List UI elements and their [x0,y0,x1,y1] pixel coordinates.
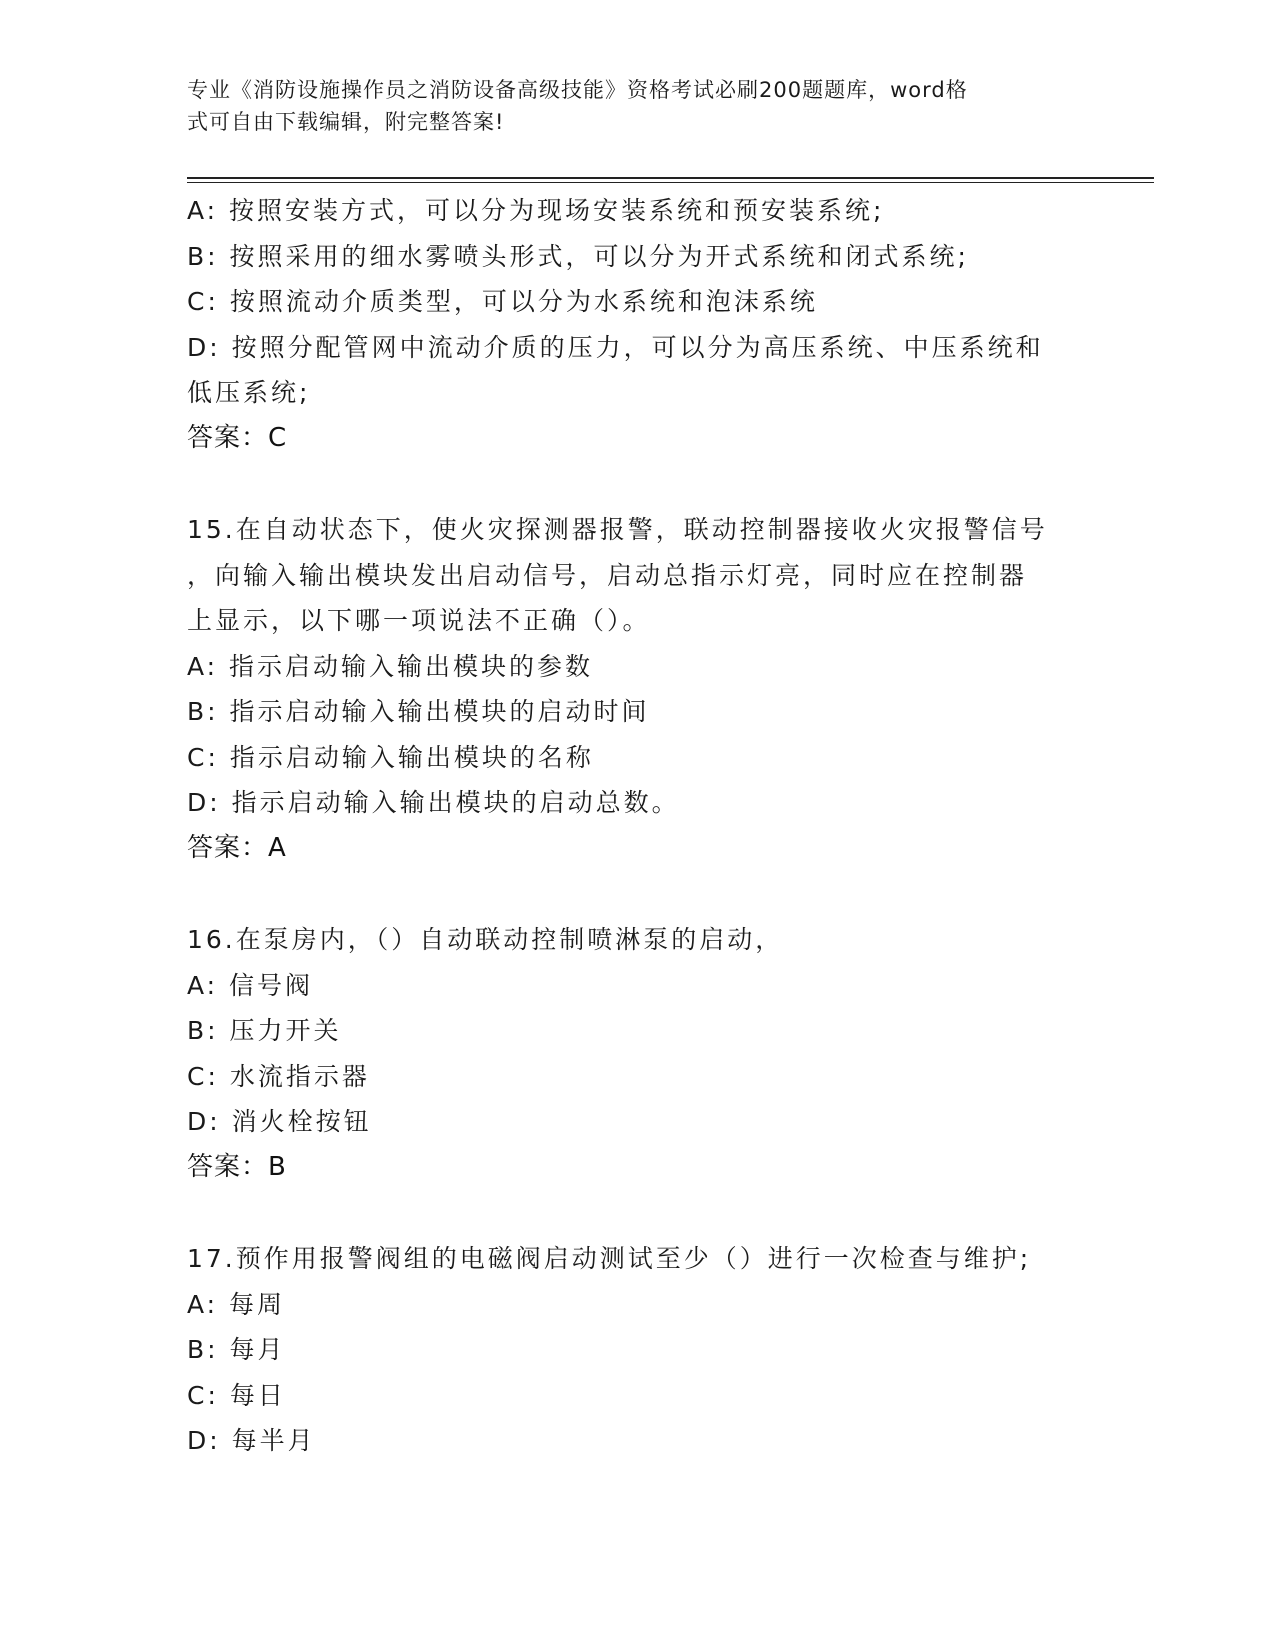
question-text: 15.在自动状态下，使火灾探测器报警，联动控制器接收火灾报警信号 [187,515,1048,544]
question-17 [187,1236,1087,1464]
option-a: A: 按照安装方式，可以分为现场安装系统和预安装系统; [187,196,885,225]
question-text-continued: ，向输入输出模块发出启动信号，启动总指示灯亮，同时应在控制器 [187,560,1028,590]
option-c: C: 水流指示器 [187,1061,370,1091]
question-15 [187,507,1087,871]
spacer [187,871,1087,917]
question-list [187,188,1087,1464]
header-divider-thick [187,177,1154,179]
header-line-1: 专业《消防设施操作员之消防设备高级技能》资格考试必刷200题题库，word格 [187,78,968,102]
option-b: B: 每月 [187,1335,286,1364]
question-text: 16.在泵房内，（）自动联动控制喷淋泵的启动， [187,925,784,954]
option-d-continued: 低压系统; [187,378,311,407]
option-a: A: 每周 [187,1289,286,1319]
option-b: B: 压力开关 [187,1016,342,1045]
option-a: A: 信号阀 [187,970,314,1000]
option-c: C: 指示启动输入输出模块的名称 [187,742,594,772]
header-divider-thin [187,182,1154,183]
question-14 [187,188,1087,461]
option-b: B: 按照采用的细水雾喷头形式，可以分为开式系统和闭式系统; [187,241,969,271]
question-text-continued: 上显示，以下哪一项说法不正确（）。 [187,606,651,635]
option-c: C: 按照流动介质类型，可以分为水系统和泡沫系统 [187,287,818,316]
option-d: D: 按照分配管网中流动介质的压力，可以分为高压系统、中压系统和 [187,332,1044,362]
question-text: 17.预作用报警阀组的电磁阀启动测试至少（）进行一次检查与维护; [187,1244,1032,1273]
option-c: C: 每日 [187,1380,286,1410]
header-line-2: 式可自由下载编辑，附完整答案! [187,110,505,134]
document-header [187,74,1087,138]
answer: 答案：C [187,422,288,453]
option-d: D: 指示启动输入输出模块的启动总数。 [187,788,680,817]
answer: 答案：B [187,1151,287,1182]
answer: 答案：A [187,832,287,863]
option-d: D: 消火栓按钮 [187,1107,372,1136]
option-b: B: 指示启动输入输出模块的启动时间 [187,697,650,726]
spacer [187,461,1087,507]
question-16 [187,917,1087,1190]
option-d: D: 每半月 [187,1426,316,1455]
option-a: A: 指示启动输入输出模块的参数 [187,651,594,681]
spacer [187,1190,1087,1236]
